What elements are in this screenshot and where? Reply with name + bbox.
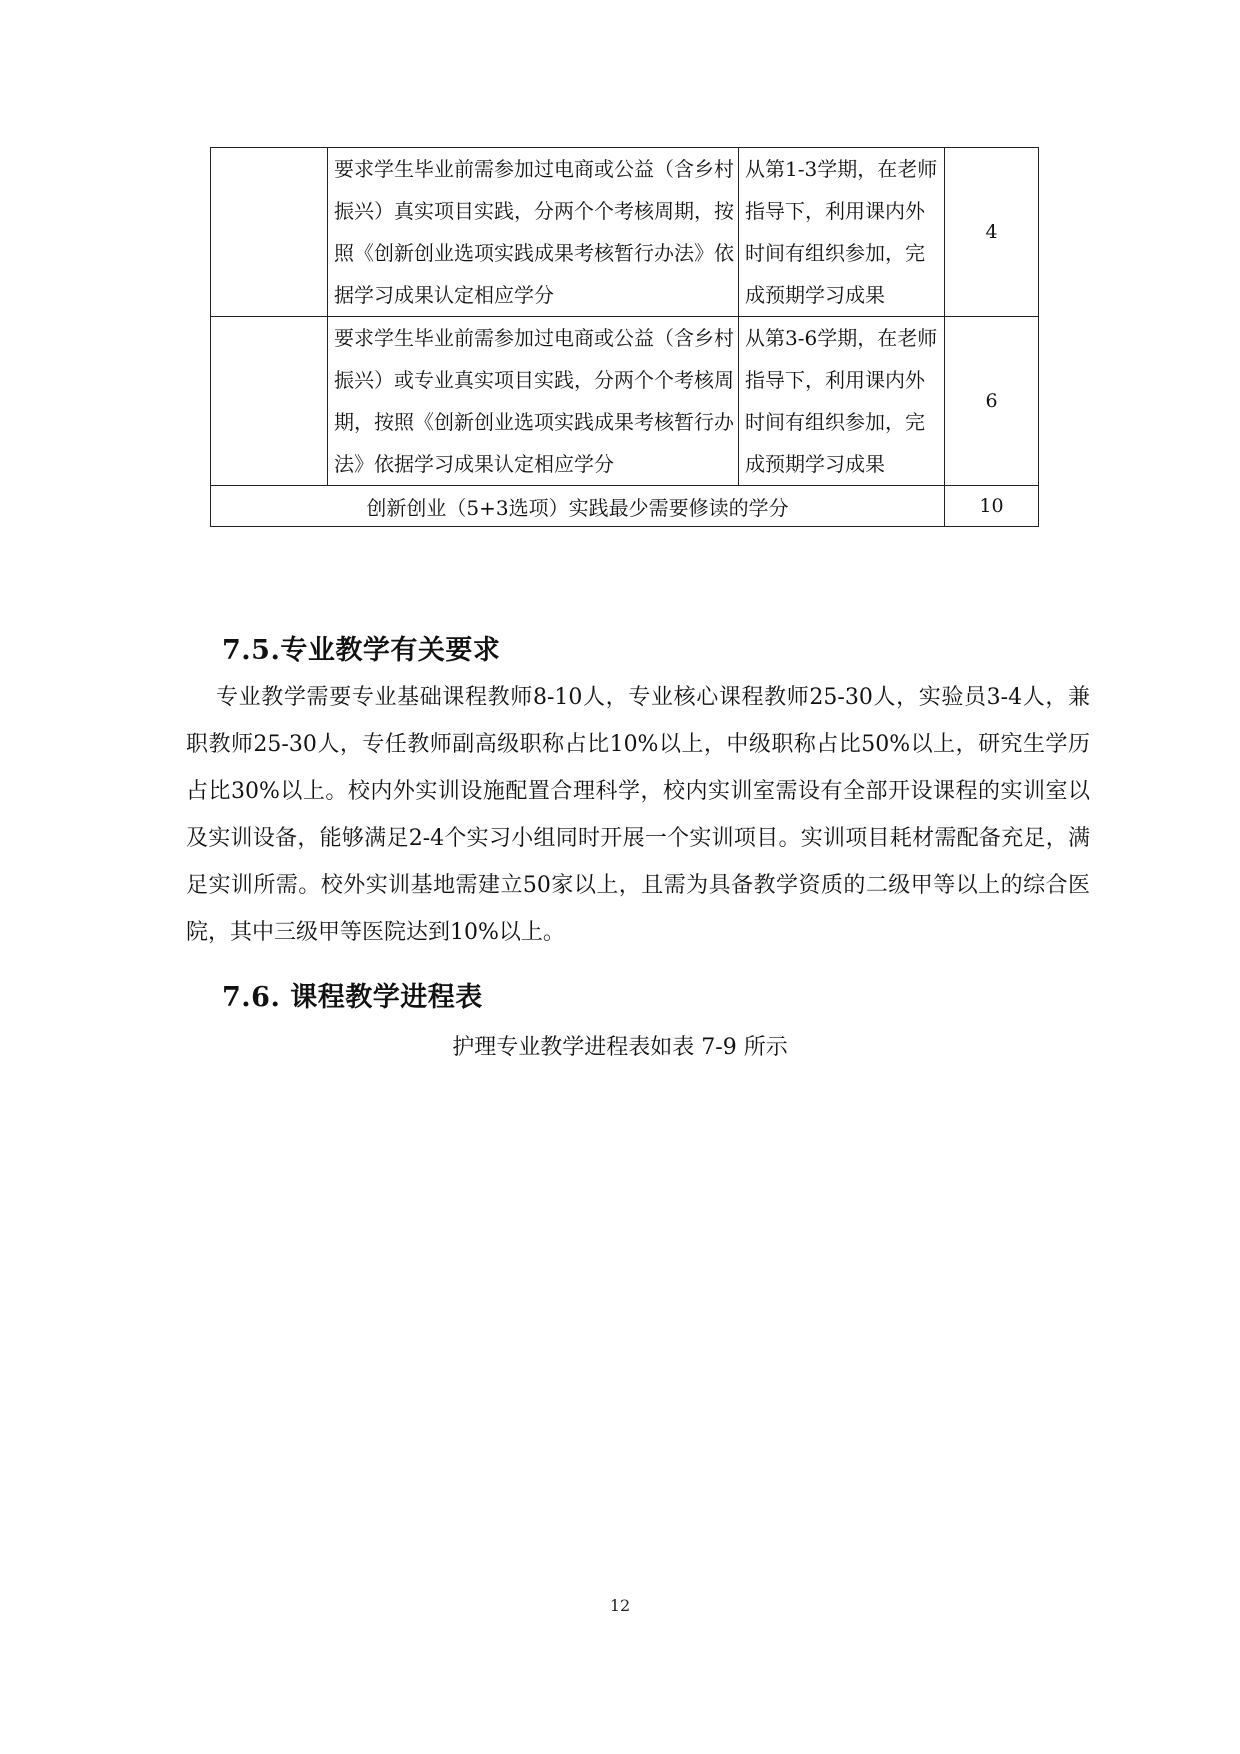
arrangement-text: 从第3-6学期，在老师指导下，利用课内外时间有组织参加，完成预期学习成果 [745,326,938,476]
requirement-text: 要求学生毕业前需参加过电商或公益（含乡村振兴）或专业真实项目实践，分两个个考核周期，按照《创新创业选项实践成果考核暂行办法》依据学习成果认定相应学分 [334,326,734,476]
section-heading-7-6: 7.6. 课程教学进程表 [222,982,483,1013]
requirement-cell [328,148,739,317]
table-row [211,148,1039,317]
table-reference-note: 护理专业教学进程表如表 7-9 所示 [452,1035,788,1060]
credit-value: 6 [945,317,1039,486]
category-cell [211,148,328,317]
requirement-text: 要求学生毕业前需参加过电商或公益（含乡村振兴）真实项目实践，分两个个考核周期，按照《创新创业选项实践成果考核暂行办法》依据学习成果认定相应学分 [334,157,734,307]
arrangement-cell [739,148,945,317]
category-cell [211,317,328,486]
table-total-row [211,486,1039,527]
total-value: 10 [945,486,1039,527]
total-label: 创新创业（5+3选项）实践最少需要修读的学分 [211,486,945,527]
arrangement-text: 从第1-3学期，在老师指导下，利用课内外时间有组织参加，完成预期学习成果 [745,157,938,307]
page-number: 12 [609,1596,631,1615]
table-row [211,317,1039,486]
credit-value: 4 [945,148,1039,317]
section-7-5-paragraph: 专业教学需要专业基础课程教师8-10人，专业核心课程教师25-30人，实验员3-4人，兼职教师25-30人，专任教师副高级职称占比10%以上，中级职称占比50%以上，研究生学历占比30%以上。校内外实训设施配置合理科学，校内实训室需设有全部开设课程的实训室以及实训设备，能够满足2-4个实习小组同时开展一个实训项目。实训项目耗材需配备充足，满足实训所需。校外实训基地需建立50家以上，且需为具备教学资质的二级甲等以上的综合医院，其中三级甲等医院达到10%以上。 [186,685,1090,945]
credit-table [210,147,1039,527]
arrangement-cell [739,317,945,486]
section-heading-7-5: 7.5.专业教学有关要求 [222,635,501,666]
requirement-cell [328,317,739,486]
